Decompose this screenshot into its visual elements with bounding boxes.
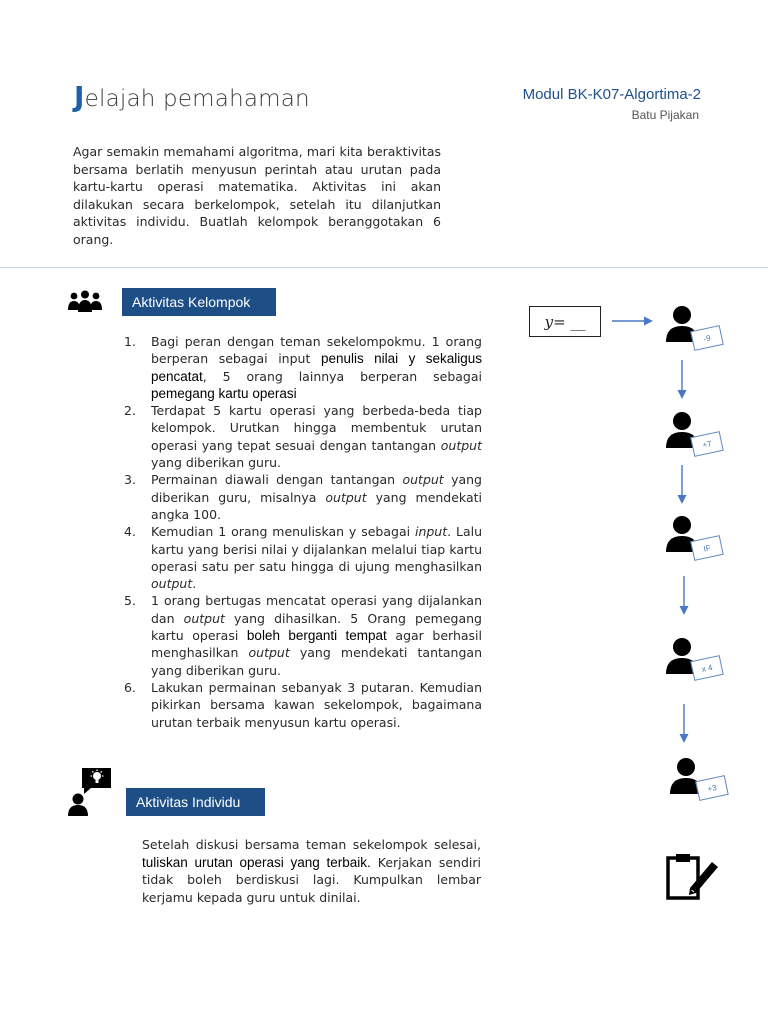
individual-activity-badge: Aktivitas Individu xyxy=(126,788,265,816)
title-rest: elajah pemahaman xyxy=(84,86,310,112)
list-item: 4. Kemudian 1 orang menuliskan y sebagai input. Lalu kartu yang berisi nilai y dijalankan melalui tiap kartu operasi satu per satu hingga di ujung menghasilkan output. xyxy=(124,524,483,592)
title-first-letter: J xyxy=(74,80,85,113)
list-item: 3. Permainan diawali dengan tantangan output yang diberikan guru, misalnya output yang mendekati angka 100. xyxy=(124,472,482,522)
group-steps-list xyxy=(122,333,482,731)
list-item: 2. Terdapat 5 kartu operasi yang berbeda-beda tiap kelompok. Urutkan hingga membentuk urutan operasi yang tepat sesuai dengan tantangan output yang diberikan guru. xyxy=(124,403,482,471)
list-item: 5. 1 orang bertugas mencatat operasi yang dijalankan dan output yang dihasilkan. 5 Orang pemegang kartu operasi boleh berganti tempat agar berhasil menghasilkan output yang mendekati tantangan yang diberikan guru. xyxy=(124,593,482,678)
arrow-down-icon xyxy=(676,360,688,400)
arrow-down-icon xyxy=(678,576,690,616)
operation-card: x 4 xyxy=(690,655,724,681)
group-icon xyxy=(67,290,103,314)
operation-card: -9 xyxy=(690,325,724,351)
idea-person-icon xyxy=(67,766,113,816)
clipboard-edit-icon xyxy=(664,852,720,902)
group-activity-badge: Aktivitas Kelompok xyxy=(122,288,276,316)
y-input-box: y = __ xyxy=(529,306,601,337)
arrow-down-icon xyxy=(676,465,688,505)
intro-paragraph: Agar semakin memahami algoritma, mari kita beraktivitas bersama berlatih menyusun perintah atau urutan pada kartu-kartu operasi matematika. Aktivitas ini akan dilakukan secara berkelompok, setelah itu dilanjutkan aktivitas individu. Buatlah kelompok beranggotakan 6 orang. xyxy=(73,144,441,247)
operation-card: IF xyxy=(690,535,724,561)
individual-paragraph: Setelah diskusi bersama teman sekelompok selesai, tuliskan urutan operasi yang terbaik. Kerjakan sendiri tidak boleh berdiskusi lagi. Kumpulkan lembar kerjamu kepada guru untuk dinilai. xyxy=(142,837,481,905)
list-item: 6. Lakukan permainan sebanyak 3 putaran. Kemudian pikirkan bersama kawan sekelompok, bagaimana urutan terbaik menyusun kartu operasi. xyxy=(124,679,482,730)
page-title xyxy=(74,80,310,113)
subtitle: Batu Pijakan xyxy=(631,108,699,122)
module-code: Modul BK-K07-Algortima-2 xyxy=(522,86,701,103)
section-divider xyxy=(0,267,768,268)
list-item: 1. Bagi peran dengan teman sekelompokmu. 1 orang berperan sebagai input penulis nilai y sekaligus pencatat, 5 orang lainnya berperan sebagai pemegang kartu operasi xyxy=(124,334,482,401)
operation-card: +7 xyxy=(690,431,724,457)
arrow-right-icon xyxy=(612,315,654,327)
arrow-down-icon xyxy=(678,704,690,744)
operation-card: +3 xyxy=(695,775,729,801)
